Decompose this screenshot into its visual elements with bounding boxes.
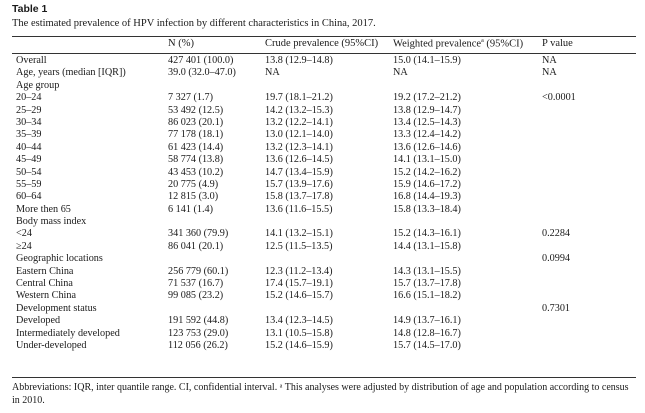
row-label: Age group [16,79,60,91]
row-label: 50–54 [16,166,42,178]
cell-n: 99 085 (23.2) [168,290,224,302]
table-row [0,315,645,327]
row-label: ≥24 [16,240,32,252]
cell-weighted: 13.3 (12.4–14.2) [393,129,461,141]
cell-weighted: 15.0 (14.1–15.9) [393,55,461,66]
table-row [0,328,645,340]
row-label: <24 [16,228,32,240]
table-row [0,228,645,240]
cell-crude: 17.4 (15.7–19.1) [265,278,333,290]
table-row [0,216,645,228]
cell-weighted: 14.3 (13.1–15.5) [393,265,461,277]
cell-n: 7 327 (1.7) [168,92,213,104]
cell-weighted: 13.4 (12.5–14.3) [393,116,461,128]
table-row [0,129,645,141]
table-row [0,55,645,67]
row-label: Age, years (median [IQR]) [16,67,126,79]
cell-crude: 13.0 (12.1–14.0) [265,129,333,141]
cell-crude: 13.1 (10.5–15.8) [265,327,333,339]
table-row [0,179,645,191]
cell-weighted: 16.8 (14.4–19.3) [393,191,461,203]
cell-weighted: 15.7 (14.5–17.0) [393,339,461,351]
cell-weighted: NA [393,67,408,79]
table-row [0,241,645,253]
row-label: Western China [16,290,77,302]
cell-weighted: 15.8 (13.3–18.4) [393,203,461,215]
cell-p: NA [542,67,557,79]
cell-weighted: 15.2 (14.3–16.1) [393,228,461,240]
cell-n: 86 023 (20.1) [168,116,224,128]
cell-n: 43 453 (10.2) [168,166,224,178]
row-label: 35–39 [16,129,42,141]
cell-n: 58 774 (13.8) [168,154,224,166]
table-row [0,303,645,315]
table-row [0,253,645,265]
table-row [0,142,645,154]
cell-weighted: 14.1 (13.1–15.0) [393,154,461,166]
cell-crude: NA [265,67,280,79]
table-body [0,55,645,352]
cell-n: 39.0 (32.0–47.0) [168,67,236,79]
cell-weighted: 14.9 (13.7–16.1) [393,315,461,327]
cell-p: NA [542,55,557,66]
cell-weighted: 13.8 (12.9–14.7) [393,104,461,116]
cell-n: 71 537 (16.7) [168,278,224,290]
cell-n: 123 753 (29.0) [168,327,229,339]
row-label: 60–64 [16,191,42,203]
cell-n: 12 815 (3.0) [168,191,219,203]
cell-p: 0.7301 [542,302,571,314]
row-label: Developed [16,315,61,327]
top-rule [12,36,636,37]
cell-weighted: 15.7 (13.7–17.8) [393,278,461,290]
cell-n: 341 360 (79.9) [168,228,229,240]
cell-n: 256 779 (60.1) [168,265,229,277]
cell-crude: 12.5 (11.5–13.5) [265,240,333,252]
table-header [0,38,645,52]
cell-n: 53 492 (12.5) [168,104,224,116]
row-label: 20–24 [16,92,42,104]
header-weighted-label: Weighted prevalence [393,38,482,50]
cell-weighted: 14.4 (13.1–15.8) [393,240,461,252]
row-label: Geographic locations [16,253,103,265]
row-label: Central China [16,278,73,290]
row-label: 45–49 [16,154,42,166]
table-row [0,191,645,203]
cell-n: 86 041 (20.1) [168,240,224,252]
table-row [0,204,645,216]
cell-weighted: 15.2 (14.2–16.2) [393,166,461,178]
cell-n: 191 592 (44.8) [168,315,229,327]
table-row [0,290,645,302]
table-label: Table 1 [12,3,48,15]
table-row [0,67,645,79]
cell-n: 6 141 (1.4) [168,203,213,215]
cell-crude: 15.2 (14.6–15.7) [265,290,333,302]
cell-n: 112 056 (26.2) [168,339,228,351]
table-row [0,117,645,129]
cell-weighted: 19.2 (17.2–21.2) [393,92,461,104]
cell-n: 77 178 (18.1) [168,129,224,141]
header-weighted-ci: (95%CI) [483,38,524,50]
row-label: 40–44 [16,141,42,153]
cell-weighted: 15.9 (14.6–17.2) [393,178,461,190]
cell-weighted: 13.6 (12.6–14.6) [393,141,461,153]
header-crude: Crude prevalence (95%CI) [265,38,379,49]
row-label: 25–29 [16,104,42,116]
cell-crude: 13.8 (12.9–14.8) [265,55,333,66]
cell-n: 427 401 (100.0) [168,55,234,66]
cell-crude: 13.2 (12.2–14.1) [265,116,333,128]
header-p: P value [542,38,573,49]
cell-weighted: 16.6 (15.1–18.2) [393,290,461,302]
row-label: Eastern China [16,265,74,277]
table-row [0,105,645,117]
table-caption: The estimated prevalence of HPV infection by different characteristics in China, 2017. [12,18,376,29]
row-label: 55–59 [16,178,42,190]
cell-crude: 12.3 (11.2–13.4) [265,265,333,277]
cell-crude: 14.7 (13.4–15.9) [265,166,333,178]
cell-crude: 13.6 (11.6–15.5) [265,203,333,215]
cell-crude: 13.6 (12.6–14.5) [265,154,333,166]
row-label: More then 65 [16,203,71,215]
row-label: Development status [16,302,97,314]
bottom-rule [12,377,636,378]
table-row [0,266,645,278]
table-row [0,340,645,352]
cell-crude: 15.8 (13.7–17.8) [265,191,333,203]
cell-weighted: 14.8 (12.8–16.7) [393,327,461,339]
row-label: Intermediately developed [16,327,120,339]
cell-p: 0.0994 [542,253,571,265]
row-label: 30–34 [16,116,42,128]
row-label: Overall [16,55,47,66]
header-rule [12,53,636,54]
header-weighted-mark: a [481,38,484,44]
cell-crude: 15.7 (13.9–17.6) [265,178,333,190]
cell-crude: 14.1 (13.2–15.1) [265,228,333,240]
cell-crude: 19.7 (18.1–21.2) [265,92,333,104]
table-row [0,80,645,92]
cell-n: 61 423 (14.4) [168,141,224,153]
cell-p: 0.2284 [542,228,571,240]
header-weighted [393,38,523,50]
table-row [0,92,645,104]
cell-crude: 13.4 (12.3–14.5) [265,315,333,327]
row-label: Under-developed [16,339,87,351]
header-n: N (%) [168,38,194,49]
cell-crude: 14.2 (13.2–15.3) [265,104,333,116]
table-footnote: Abbreviations: IQR, inter quantile range. CI, confidential interval. ᵃ This analyses were adjusted by distribution of age and population according to census in 2010. [12,382,629,406]
table-row [0,154,645,166]
row-label: Body mass index [16,216,87,228]
table-row [0,167,645,179]
cell-crude: 15.2 (14.6–15.9) [265,339,333,351]
cell-p: <0.0001 [542,92,576,104]
cell-crude: 13.2 (12.3–14.1) [265,141,333,153]
cell-n: 20 775 (4.9) [168,178,219,190]
table-row [0,278,645,290]
